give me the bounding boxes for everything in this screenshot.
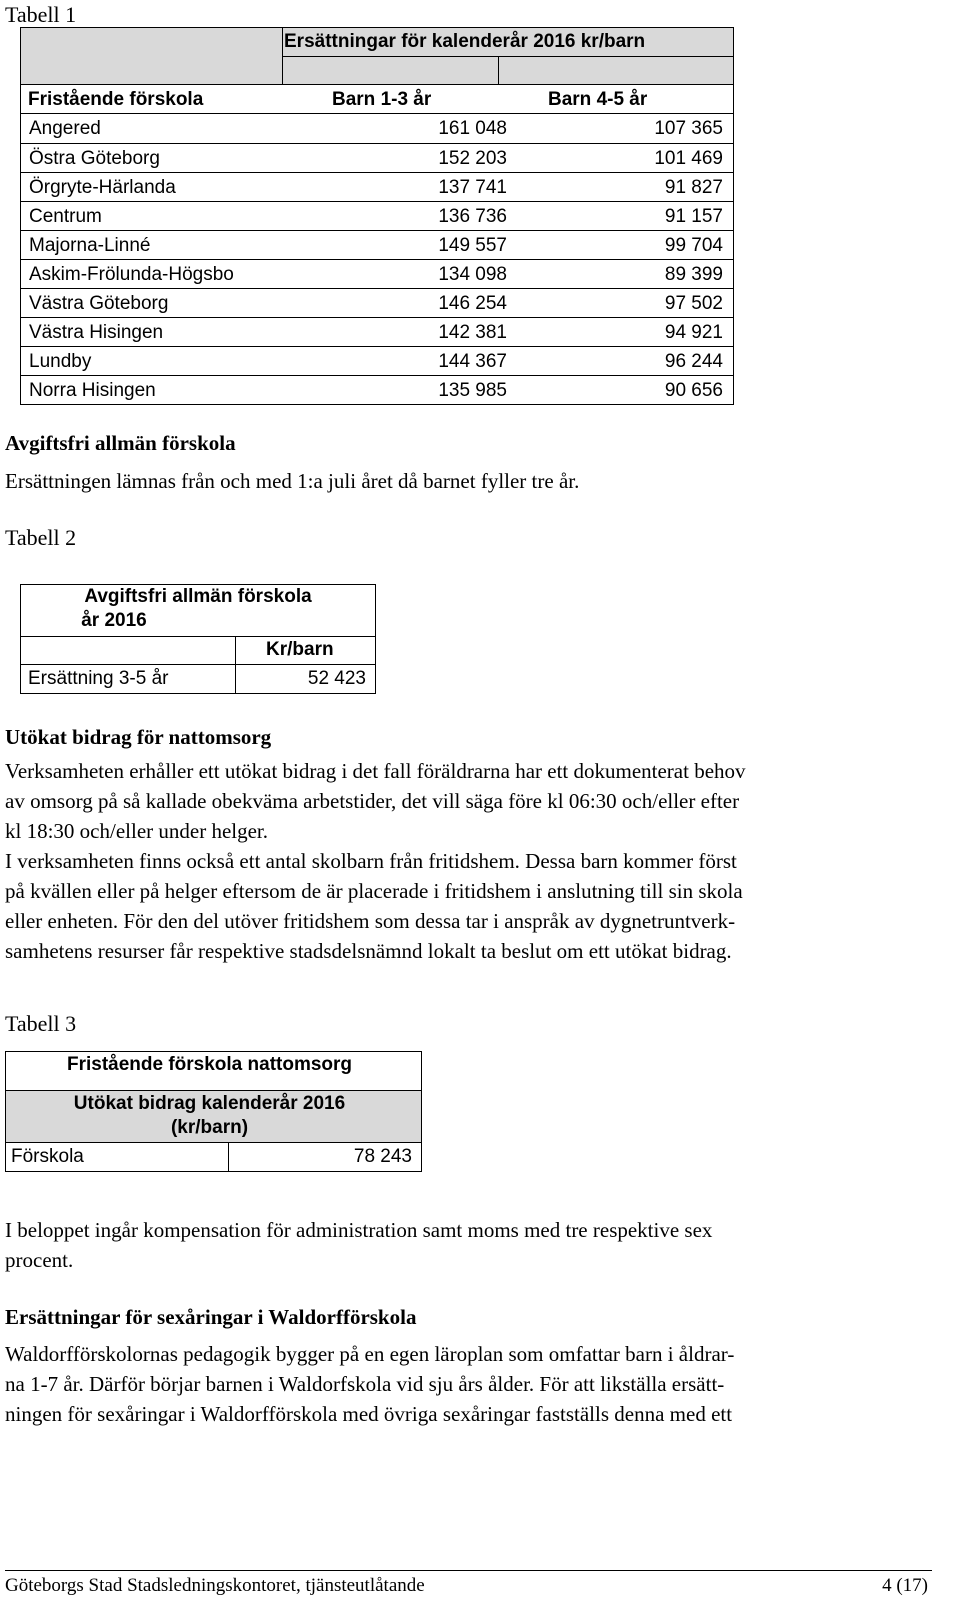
section2-heading: Utökat bidrag för nattomsorg [5, 725, 272, 749]
table1-title: Ersättningar för kalenderår 2016 kr/barn [284, 31, 646, 52]
table1-caption: Tabell 1 [5, 2, 77, 27]
table2-title: Avgiftsfri allmän förskola [84, 586, 312, 607]
table-row [21, 375, 733, 404]
section4-line: ningen för sexåringar i Waldorfförskola med övriga sexåringar fastställs denna med ett [5, 1402, 733, 1426]
table-row [21, 230, 733, 259]
table-row [21, 172, 733, 201]
region-cell: Angered [29, 118, 101, 139]
age4-5-cell: 91 157 [664, 206, 723, 227]
region-cell: Centrum [29, 206, 102, 227]
section4-heading: Ersättningar för sexåringar i Waldorfförskola [5, 1305, 417, 1329]
section1-heading: Avgiftsfri allmän förskola [5, 431, 236, 455]
section1-text: Ersättningen lämnas från och med 1:a juli året då barnet fyller tre år. [5, 469, 580, 493]
table-row [21, 201, 733, 230]
section2-line: I verksamheten finns också ett antal skolbarn från fritidshem. Dessa barn kommer först [5, 849, 737, 873]
section4-body [5, 1339, 935, 1429]
age4-5-cell: 91 827 [664, 177, 723, 198]
table-row [21, 288, 733, 317]
table2-row-value: 52 423 [307, 668, 366, 689]
table-row [21, 346, 733, 375]
region-cell: Majorna-Linné [29, 235, 151, 256]
region-cell: Askim-Frölunda-Högsbo [29, 264, 234, 285]
footer-rule [5, 1570, 932, 1571]
region-cell: Västra Hisingen [29, 322, 164, 343]
table1-col-age1-3: Barn 1-3 år [332, 89, 432, 110]
section2-line: av omsorg på så kallade obekväma arbetstider, det vill säga före kl 06:30 och/eller efter [5, 789, 740, 813]
region-cell: Örgryte-Härlanda [29, 177, 176, 198]
age1-3-cell: 135 985 [438, 380, 507, 401]
section2-line: kl 18:30 och/eller under helger. [5, 819, 269, 843]
section2-body [5, 756, 935, 966]
age1-3-cell: 134 098 [438, 264, 507, 285]
section2-line: på kvällen eller på helger eftersom de är placerade i fritidshem i anslutning till sin skola [5, 879, 743, 903]
footer-left: Göteborgs Stad Stadsledningskontoret, tjänsteutlåtande [5, 1575, 425, 1596]
table3-row-value: 78 243 [353, 1146, 412, 1167]
age4-5-cell: 99 704 [664, 235, 723, 256]
table2-caption: Tabell 2 [5, 525, 77, 550]
age4-5-cell: 90 656 [664, 380, 723, 401]
section2-line: samhetens resurser får respektive stadsdelsnämnd lokalt ta beslut om ett utökat bidrag. [5, 939, 732, 963]
region-cell: Östra Göteborg [29, 148, 160, 169]
table-row [21, 114, 733, 143]
section3-line: I beloppet ingår kompensation för administration samt moms med tre respektive sex [5, 1218, 713, 1242]
age4-5-cell: 96 244 [664, 351, 723, 372]
table1-col-region: Fristående förskola [28, 89, 204, 110]
age1-3-cell: 144 367 [438, 351, 507, 372]
age4-5-cell: 97 502 [664, 293, 723, 314]
table2-row-label: Ersättning 3-5 år [28, 668, 169, 689]
table3-subtitle: Utökat bidrag kalenderår 2016 [73, 1093, 346, 1114]
age4-5-cell: 107 365 [654, 118, 723, 139]
table3 [5, 1051, 422, 1172]
age4-5-cell: 94 921 [664, 322, 723, 343]
section2-line: Verksamheten erhåller ett utökat bidrag i det fall föräldrarna har ett dokumenterat behov [5, 759, 746, 783]
table1-col-age4-5: Barn 4-5 år [548, 89, 648, 110]
age4-5-cell: 101 469 [654, 148, 723, 169]
section4-line: na 1-7 år. Därför börjar barnen i Waldorfskola vid sju års ålder. För att likställa ersätt- [5, 1372, 725, 1396]
table3-unit: (kr/barn) [170, 1117, 249, 1138]
table-row [21, 317, 733, 346]
age1-3-cell: 136 736 [438, 206, 507, 227]
section3-body [5, 1215, 935, 1275]
table2-unit: Kr/barn [266, 639, 334, 660]
age1-3-cell: 146 254 [438, 293, 507, 314]
table-row [21, 143, 733, 172]
section2-line: eller enheten. För den del utöver fritidshem som dessa tar i anspråk av dygnetruntverk- [5, 909, 736, 933]
age1-3-cell: 152 203 [438, 148, 507, 169]
section4-line: Waldorfförskolornas pedagogik bygger på en egen läroplan som omfattar barn i åldrar- [5, 1342, 735, 1366]
table1-body [20, 114, 734, 405]
table3-row-label: Förskola [11, 1146, 84, 1167]
age4-5-cell: 89 399 [664, 264, 723, 285]
table2 [20, 584, 376, 694]
table-row [21, 259, 733, 288]
age1-3-cell: 137 741 [438, 177, 507, 198]
table3-title: Fristående förskola nattomsorg [66, 1054, 353, 1075]
section3-line: procent. [5, 1248, 74, 1272]
region-cell: Västra Göteborg [29, 293, 169, 314]
region-cell: Lundby [29, 351, 92, 372]
age1-3-cell: 142 381 [438, 322, 507, 343]
region-cell: Norra Hisingen [29, 380, 156, 401]
age1-3-cell: 161 048 [438, 118, 507, 139]
table3-caption: Tabell 3 [5, 1011, 77, 1036]
table2-year: år 2016 [81, 610, 147, 631]
footer-page: 4 (17) [882, 1575, 928, 1596]
age1-3-cell: 149 557 [438, 235, 507, 256]
